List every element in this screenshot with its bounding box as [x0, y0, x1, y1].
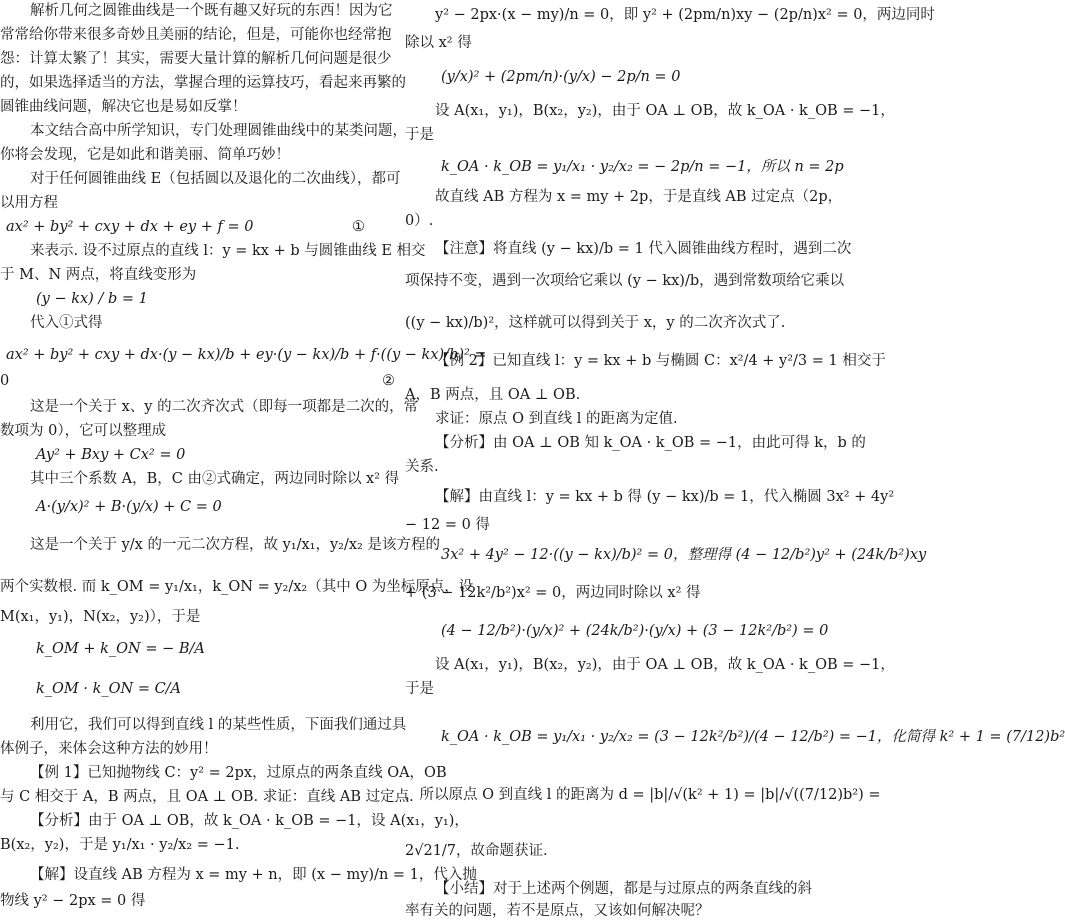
line-text: A·(y/x)² + B·(y/x) + C = 0 [36, 499, 222, 515]
text-line [0, 836, 395, 854]
text-line [405, 728, 1065, 746]
line-text: 物线 y² − 2px = 0 得 [0, 893, 146, 909]
line-text: ((y − kx)/b)²，这样就可以得到关于 x，y 的二次齐次式了. [405, 315, 786, 331]
line-text: k_OA · k_OB = y₁/x₁ · y₂/x₂ = (3 − 12k²/b²)/(4 − 12/b²) = −1，化简得 k² + 1 = (7/12)b² [441, 729, 1065, 745]
text-line [0, 74, 406, 92]
text-line [0, 122, 407, 140]
text-line [405, 434, 866, 452]
right-column [405, 0, 1065, 919]
text-line [0, 740, 395, 758]
text-line [0, 314, 395, 332]
line-text: k_OM + k_ON = − B/A [36, 641, 205, 657]
line-text: 项保持不变，遇到一次项给它乘以 (y − kx)/b，遇到常数项给它乘以 [405, 273, 845, 289]
text-line [405, 786, 881, 804]
line-text: 于是 [405, 681, 434, 697]
line-text: (4 − 12/b²)·(y/x)² + (24k/b²)·(y/x) + (3 − 12k²/b²) = 0 [441, 623, 829, 639]
text-line [0, 422, 395, 440]
text-line [0, 218, 395, 236]
text-line [0, 346, 487, 364]
line-text: 这是一个关于 y/x 的一元二次方程，故 y₁/x₁，y₂/x₂ 是该方程的 [30, 537, 440, 553]
line-text: 来表示. 设不过原点的直线 l：y = kx + b 与圆锥曲线 E 相交 [30, 243, 426, 259]
line-text: 关系. [405, 459, 439, 475]
text-line [405, 622, 829, 640]
line-text: 代入①式得 [30, 315, 103, 331]
text-line [0, 498, 395, 516]
text-line [0, 170, 401, 188]
line-text: 【注意】将直线 (y − kx)/b = 1 代入圆锥曲线方程时，遇到二次 [435, 241, 852, 257]
text-line [405, 458, 800, 476]
line-text: 设 A(x₁，y₁)，B(x₂，y₂)，由于 OA ⊥ OB，故 k_OA · k_OB = −1， [435, 657, 895, 673]
line-text: ，所以原点 O 到直线 l 的距离为 d = |b|/√(k² + 1) = |b|/√((7/12)b²) = [405, 787, 881, 803]
line-text: 求证：原点 O 到直线 l 的距离为定值. [435, 411, 678, 427]
line-text: ax² + by² + cxy + dx + ey + f = 0 [6, 219, 254, 235]
line-text: 的，如果选择适当的方法，掌握合理的运算技巧，看起来再繁的 [0, 75, 406, 91]
text-line [405, 126, 800, 144]
line-text: 0）. [405, 213, 434, 229]
line-text: 【例 2】已知直线 l：y = kx + b 与椭圆 C：x²/4 + y²/3 = 1 相交于 [435, 353, 886, 369]
line-text: ax² + by² + cxy + dx·(y − kx)/b + ey·(y − kx)/b + f·((y − kx)/b)² = [6, 347, 487, 363]
line-text: − 12 = 0 得 [405, 517, 490, 533]
text-line [0, 788, 414, 806]
text-line [0, 536, 440, 554]
text-line [0, 26, 395, 44]
text-line [0, 146, 395, 164]
line-text: A，B 两点，且 OA ⊥ OB. [405, 387, 581, 403]
line-text: 于是 [405, 127, 434, 143]
line-text: 0 [0, 373, 10, 389]
text-line [405, 212, 800, 230]
text-line [405, 188, 843, 206]
line-text: 体例子，来体会这种方法的妙用！ [0, 741, 218, 757]
text-line [405, 6, 935, 24]
text-line [405, 386, 800, 404]
line-text: 常常给你带来很多奇妙且美丽的结论，但是，可能你也经常抱 [0, 27, 392, 43]
text-line [0, 764, 447, 782]
line-text: k_OA · k_OB = y₁/x₁ · y₂/x₂ = − 2p/n = −1，所以 n = 2p [441, 159, 844, 175]
line-text: 本文结合高中所学知识，专门处理圆锥曲线中的某类问题， [30, 123, 407, 139]
line-text: 你将会发现，它是如此和谐美丽、简单巧妙！ [0, 147, 290, 163]
line-text: 两个实数根. 而 k_OM = y₁/x₁，k_ON = y₂/x₂（其中 O 为坐标原点，设 [0, 579, 474, 595]
line-text: 与 C 相交于 A，B 两点，且 OA ⊥ OB. 求证：直线 AB 过定点. [0, 789, 414, 805]
text-line [0, 892, 395, 910]
text-line [405, 680, 800, 698]
text-line [0, 446, 395, 464]
equation-number: ② [382, 373, 395, 389]
text-line [0, 50, 395, 68]
line-text: B(x₂，y₂)，于是 y₁/x₁ · y₂/x₂ = −1. [0, 837, 240, 853]
text-line [0, 640, 395, 658]
text-line [0, 242, 426, 260]
text-line [405, 272, 845, 290]
text-line [0, 194, 395, 212]
line-text: (y − kx) / b = 1 [36, 291, 148, 307]
line-text: 2√21/7，故命题获证. [405, 843, 548, 859]
text-line [405, 546, 927, 564]
text-line [0, 578, 474, 596]
text-line [405, 880, 812, 898]
line-text: 【小结】对于上述两个例题，都是与过原点的两条直线的斜 [435, 881, 812, 897]
text-line [0, 470, 400, 488]
text-line [405, 488, 895, 506]
line-text: 3x² + 4y² − 12·((y − kx)/b)² = 0，整理得 (4 − 12/b²)y² + (24k/b²)xy [441, 547, 927, 563]
line-text: 对于任何圆锥曲线 E（包括圆以及退化的二次曲线），都可 [30, 171, 401, 187]
line-text: (y/x)² + (2pm/n)·(y/x) − 2p/n = 0 [441, 69, 681, 85]
line-text: 【解】由直线 l：y = kx + b 得 (y − kx)/b = 1，代入椭圆 3x² + 4y² [435, 489, 895, 505]
text-line [405, 68, 800, 86]
text-line [0, 866, 477, 884]
text-line [405, 102, 895, 120]
line-text: M(x₁，y₁)，N(x₂，y₂)），于是 [0, 609, 201, 625]
line-text: 设 A(x₁，y₁)，B(x₂，y₂)，由于 OA ⊥ OB，故 k_OA · k_OB = −1， [435, 103, 895, 119]
text-line [0, 2, 395, 20]
line-text: 【解】设直线 AB 方程为 x = my + n，即 (x − my)/n = 1，代入抛 [30, 867, 477, 883]
text-line [405, 656, 895, 674]
line-text: 怨：计算太繁了！其实，需要大量计算的解析几何问题是很少 [0, 51, 392, 67]
line-text: 圆锥曲线问题，解决它也是易如反掌！ [0, 99, 247, 115]
text-line [405, 584, 800, 602]
text-line [405, 902, 800, 920]
line-text: 【分析】由 OA ⊥ OB 知 k_OA · k_OB = −1，由此可得 k，b 的 [435, 435, 866, 451]
text-line [0, 290, 395, 308]
text-line [0, 372, 395, 390]
text-line [405, 410, 800, 428]
line-text: 于 M、N 两点，将直线变形为 [0, 267, 197, 283]
text-line [0, 680, 395, 698]
text-line [405, 842, 800, 860]
line-text: 数项为 0），它可以整理成 [0, 423, 167, 439]
text-line [405, 240, 852, 258]
text-line [405, 352, 886, 370]
line-text: 解析几何之圆锥曲线是一个既有趣又好玩的东西！因为它 [30, 3, 393, 19]
text-line [405, 516, 800, 534]
equation-number: ① [352, 219, 365, 235]
text-line [0, 812, 469, 830]
text-line [0, 398, 419, 416]
text-line [405, 314, 800, 332]
text-line [0, 716, 407, 734]
line-text: Ay² + Bxy + Cx² = 0 [36, 447, 186, 463]
line-text: 这是一个关于 x、y 的二次齐次式（即每一项都是二次的，常 [30, 399, 419, 415]
line-text: 【例 1】已知抛物线 C：y² = 2px，过原点的两条直线 OA，OB [30, 765, 447, 781]
text-line [405, 34, 800, 52]
line-text: 除以 x² 得 [405, 35, 472, 51]
line-text: y² − 2px·(x − my)/n = 0，即 y² + (2pm/n)xy − (2p/n)x² = 0，两边同时 [435, 7, 935, 23]
line-text: 利用它，我们可以得到直线 l 的某些性质，下面我们通过具 [30, 717, 407, 733]
text-line [405, 158, 844, 176]
line-text: 率有关的问题，若不是原点，又该如何解决呢？ [405, 903, 710, 919]
line-text: k_OM · k_ON = C/A [36, 681, 182, 697]
text-line [0, 608, 395, 626]
line-text: 故直线 AB 方程为 x = my + 2p，于是直线 AB 过定点（2p， [435, 189, 843, 205]
line-text: 【分析】由于 OA ⊥ OB，故 k_OA · k_OB = −1，设 A(x₁，y₁)， [30, 813, 469, 829]
text-line [0, 266, 395, 284]
line-text: 其中三个系数 A，B，C 由②式确定，两边同时除以 x² 得 [30, 471, 400, 487]
text-line [0, 98, 395, 116]
line-text: 以用方程 [0, 195, 58, 211]
line-text: + (3 − 12k²/b²)x² = 0，两边同时除以 x² 得 [405, 585, 701, 601]
